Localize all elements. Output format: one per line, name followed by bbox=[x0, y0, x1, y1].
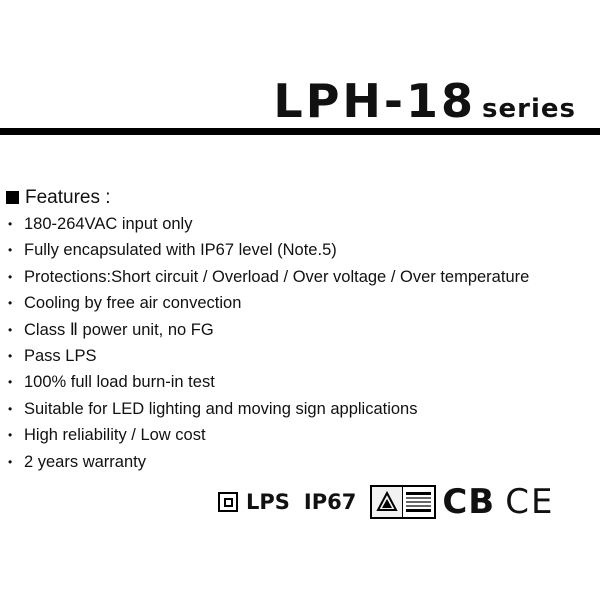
features-heading bbox=[6, 187, 111, 209]
feature-text: Cooling by free air convection bbox=[24, 294, 242, 313]
feature-text: Pass LPS bbox=[24, 346, 97, 365]
header-rule bbox=[0, 128, 600, 135]
bullet-icon: • bbox=[8, 269, 13, 284]
bullet-icon: • bbox=[8, 217, 13, 231]
list-item bbox=[8, 449, 529, 475]
list-item bbox=[8, 317, 529, 343]
list-item bbox=[8, 343, 529, 369]
square-bullet-icon bbox=[6, 191, 19, 204]
series-label: series bbox=[482, 94, 576, 124]
lps-mark: LPS bbox=[246, 490, 290, 514]
feature-text: Class Ⅱ power unit, no FG bbox=[24, 320, 214, 339]
feature-text: Suitable for LED lighting and moving sign applications bbox=[24, 399, 418, 418]
feature-text: High reliability / Low cost bbox=[24, 426, 206, 445]
bullet-icon: • bbox=[8, 401, 13, 416]
tuv-certification-icon bbox=[370, 485, 436, 519]
features-heading-text: Features : bbox=[25, 187, 111, 208]
double-square-icon bbox=[218, 492, 238, 512]
bullet-icon: • bbox=[8, 296, 13, 311]
list-item bbox=[8, 422, 529, 448]
page-title bbox=[273, 74, 576, 128]
list-item bbox=[8, 237, 529, 263]
ip67-mark: IP67 bbox=[303, 490, 357, 514]
feature-text: Fully encapsulated with IP67 level (Note.5) bbox=[24, 241, 337, 260]
feature-text: 100% full load burn-in test bbox=[24, 373, 215, 392]
certification-marks bbox=[218, 480, 554, 524]
bullet-icon: • bbox=[8, 243, 13, 258]
features-list bbox=[8, 211, 529, 475]
list-item bbox=[8, 369, 529, 395]
list-item bbox=[8, 211, 529, 237]
cb-mark: CB bbox=[442, 482, 496, 522]
bullet-icon: • bbox=[8, 428, 13, 443]
list-item bbox=[8, 290, 529, 316]
bullet-icon: • bbox=[8, 454, 13, 469]
feature-text: 180-264VAC input only bbox=[24, 215, 193, 233]
feature-text: 2 years warranty bbox=[24, 452, 146, 471]
feature-text: Protections:Short circuit / Overload / Over voltage / Over temperature bbox=[24, 267, 530, 286]
list-item bbox=[8, 264, 529, 290]
bullet-icon: • bbox=[8, 322, 13, 337]
bullet-icon: • bbox=[8, 375, 13, 390]
model-name: LPH-18 bbox=[273, 74, 477, 128]
bullet-icon: • bbox=[8, 348, 13, 363]
list-item bbox=[8, 396, 529, 422]
ce-mark: CE bbox=[505, 482, 555, 522]
